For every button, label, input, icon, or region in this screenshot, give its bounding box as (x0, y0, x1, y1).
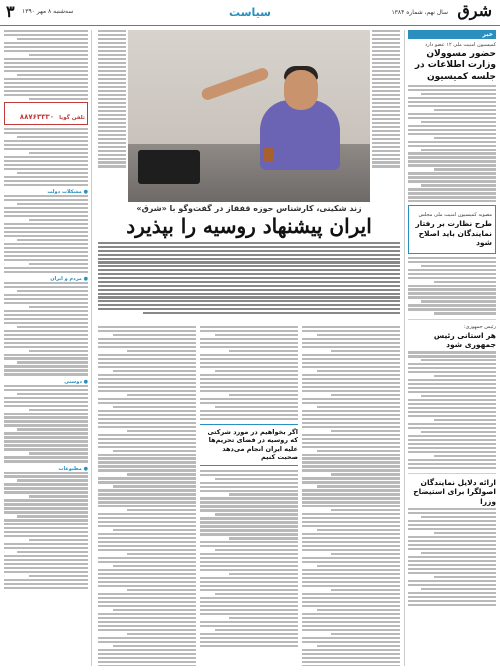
brief-subhead: ● مطبوعات (58, 465, 88, 472)
news-kicker: رئیس جمهوری: (463, 323, 496, 330)
brief-subhead: ● دوستی (64, 378, 88, 385)
news-body (408, 508, 496, 606)
article-headline: ایران پیشنهاد روسیه را بپذیرد (126, 214, 372, 238)
news-column (404, 30, 496, 666)
news-section-label: خبر (408, 30, 496, 39)
brief-body (4, 128, 88, 186)
phone-hotline-box (4, 102, 88, 125)
news-body (408, 85, 496, 203)
pull-quote: اگر بخواهیم در مورد شرکتی که روسیه در فضای تحریم‌ها علیه ایران انجام می‌دهد صحبت کنیم (200, 424, 298, 466)
section-title: سیاست (229, 6, 271, 19)
article-overline: زند شکینی، کارشناس حوزه قفقاز در گفت‌وگو با «شرق» (136, 204, 362, 213)
news-headline: ارائه دلایل نمایندگان اصولگرا برای استیضاح وزرا (413, 478, 496, 506)
photo-side-text (372, 30, 400, 202)
news-kicker: کمیسیون امنیت ملی ۱۲ عضو دارد (425, 42, 496, 48)
newspaper-masthead: شرق (457, 1, 492, 20)
phone-label: تلفن گویا (59, 114, 85, 121)
brief-body (4, 472, 88, 590)
brief-body (4, 282, 88, 376)
brief-body (4, 195, 88, 273)
brief-subhead: ● مردم و ایران (50, 275, 88, 282)
article-lead (98, 242, 400, 322)
photo-side-text (98, 30, 126, 202)
article-body (98, 326, 400, 666)
phone-number: ۸۸۷۶۳۳۳۰ (19, 112, 54, 121)
brief-body (4, 30, 88, 100)
brief-subhead: ● مشکلات دولت (47, 188, 88, 195)
page-number: ۳ (6, 2, 15, 21)
news-body (408, 351, 496, 469)
news-body (408, 257, 496, 315)
issue-date: سه‌شنبه ۸ مهر ۱۳۹۰ (22, 8, 74, 15)
news-headline: طرح نظارت بر رفتار نمایندگان باید اصلاح شود (415, 219, 492, 248)
article-column (302, 326, 400, 666)
issue-number: سال نهم، شماره ۱۳۸۴ (391, 9, 448, 16)
interview-photo (128, 30, 370, 202)
page-header (0, 0, 500, 26)
brief-body (4, 385, 88, 463)
article-column (98, 326, 196, 666)
briefs-column (4, 30, 92, 666)
interview-article (98, 30, 400, 666)
news-kicker: مصوبه کمیسیون امنیت ملی مجلس (418, 212, 492, 219)
article-column (200, 326, 298, 666)
headline-block (98, 204, 400, 238)
news-box (408, 205, 496, 253)
news-headline: حضور مسوولان وزارت اطلاعات در جلسه کمیسیون (414, 49, 496, 82)
news-headline: هر استانی رئیس جمهوری شود (433, 330, 496, 349)
